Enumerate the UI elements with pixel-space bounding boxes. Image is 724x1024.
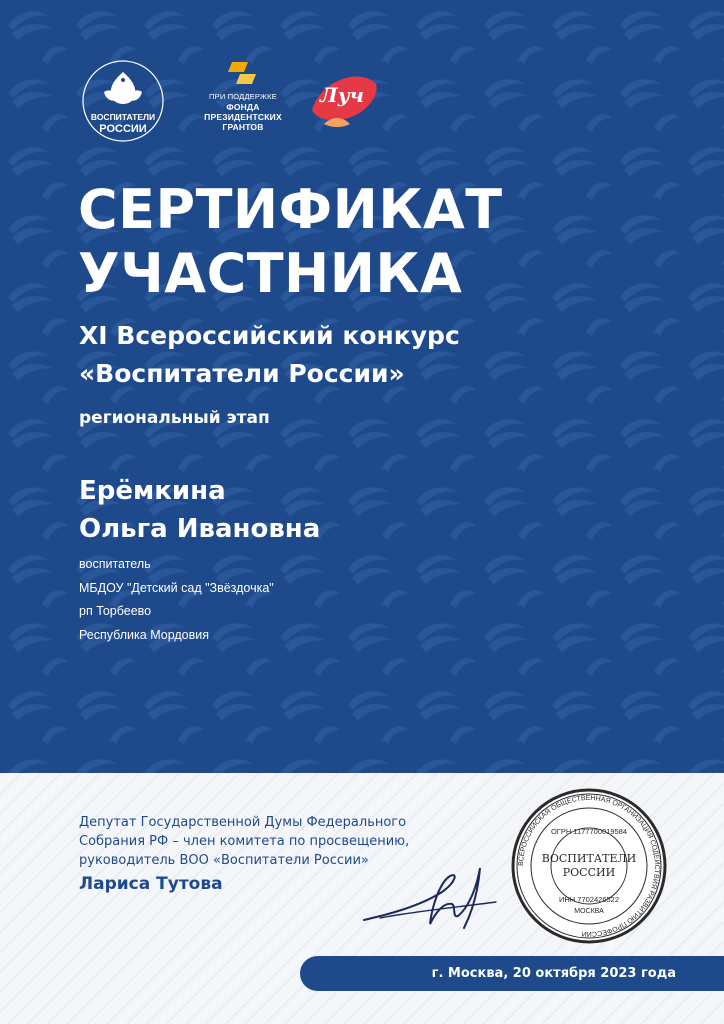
contest-name	[79, 317, 460, 393]
title-line1: СЕРТИФИКАТ	[78, 178, 503, 241]
participant-surname: Ерёмкина	[79, 476, 226, 506]
stamp-inn: ИНН 7702426522	[558, 895, 620, 904]
participant-region: Республика Мордовия	[79, 627, 209, 642]
luch-logo	[302, 58, 384, 144]
org-logo-line1: ВОСПИТАТЕЛИ	[90, 112, 156, 122]
signer-title-line1: Депутат Государственной Думы Федерального	[79, 815, 407, 830]
contest-line2: «Воспитатели России»	[79, 359, 405, 388]
presidential-grants-logo	[188, 58, 298, 144]
stamp-center-line1: ВОСПИТАТЕЛИ	[541, 852, 637, 865]
fund-line1: ПРИ ПОДДЕРЖКЕ	[209, 92, 277, 101]
signer-name: Лариса Тутова	[79, 874, 223, 894]
date-bar	[300, 956, 724, 991]
participant-details	[79, 553, 274, 647]
certificate-title	[78, 178, 503, 306]
date-place: г. Москва, 20 октября 2023 года	[431, 966, 676, 981]
signer-title-line2: Собрания РФ – член комитета по просвещению,	[79, 834, 410, 849]
participant-settlement: рп Торбеево	[79, 604, 152, 618]
organization-logo	[74, 58, 172, 144]
fund-line4: ГРАНТОВ	[222, 122, 264, 132]
fund-line2: ФОНДА	[226, 102, 260, 112]
stamp-center-line2: РОССИИ	[562, 866, 616, 879]
signer-title-line3: руководитель ВОО «Воспитатели России»	[79, 853, 369, 868]
participant-position: воспитатель	[79, 557, 151, 571]
stamp-ogrn: ОГРН 1177700019584	[550, 827, 628, 836]
contest-line1: XI Всероссийский конкурс	[79, 321, 460, 350]
handwritten-signature	[360, 862, 500, 932]
fund-line3: ПРЕЗИДЕНТСКИХ	[204, 112, 282, 122]
stamp-city: МОСКВА	[574, 908, 604, 915]
stamp-ring-text: ВСЕРОССИЙСКАЯ ОБЩЕСТВЕННАЯ ОРГАНИЗАЦИЯ СОДЕЙСТВИЯ РАЗВИТИЮ ПРОФЕССИИ	[517, 794, 661, 938]
participant-name	[79, 472, 320, 548]
luch-logo-text: Луч	[320, 83, 364, 107]
org-logo-line2: РОССИИ	[99, 123, 147, 135]
title-line2: УЧАСТНИКА	[78, 242, 463, 305]
participant-given-names: Ольга Ивановна	[79, 514, 321, 544]
contest-stage: региональный этап	[79, 408, 270, 428]
presidential-grants-icon	[226, 58, 260, 88]
participant-organization: МБДОУ "Детский сад "Звёздочка"	[79, 580, 274, 595]
official-stamp	[504, 786, 674, 946]
